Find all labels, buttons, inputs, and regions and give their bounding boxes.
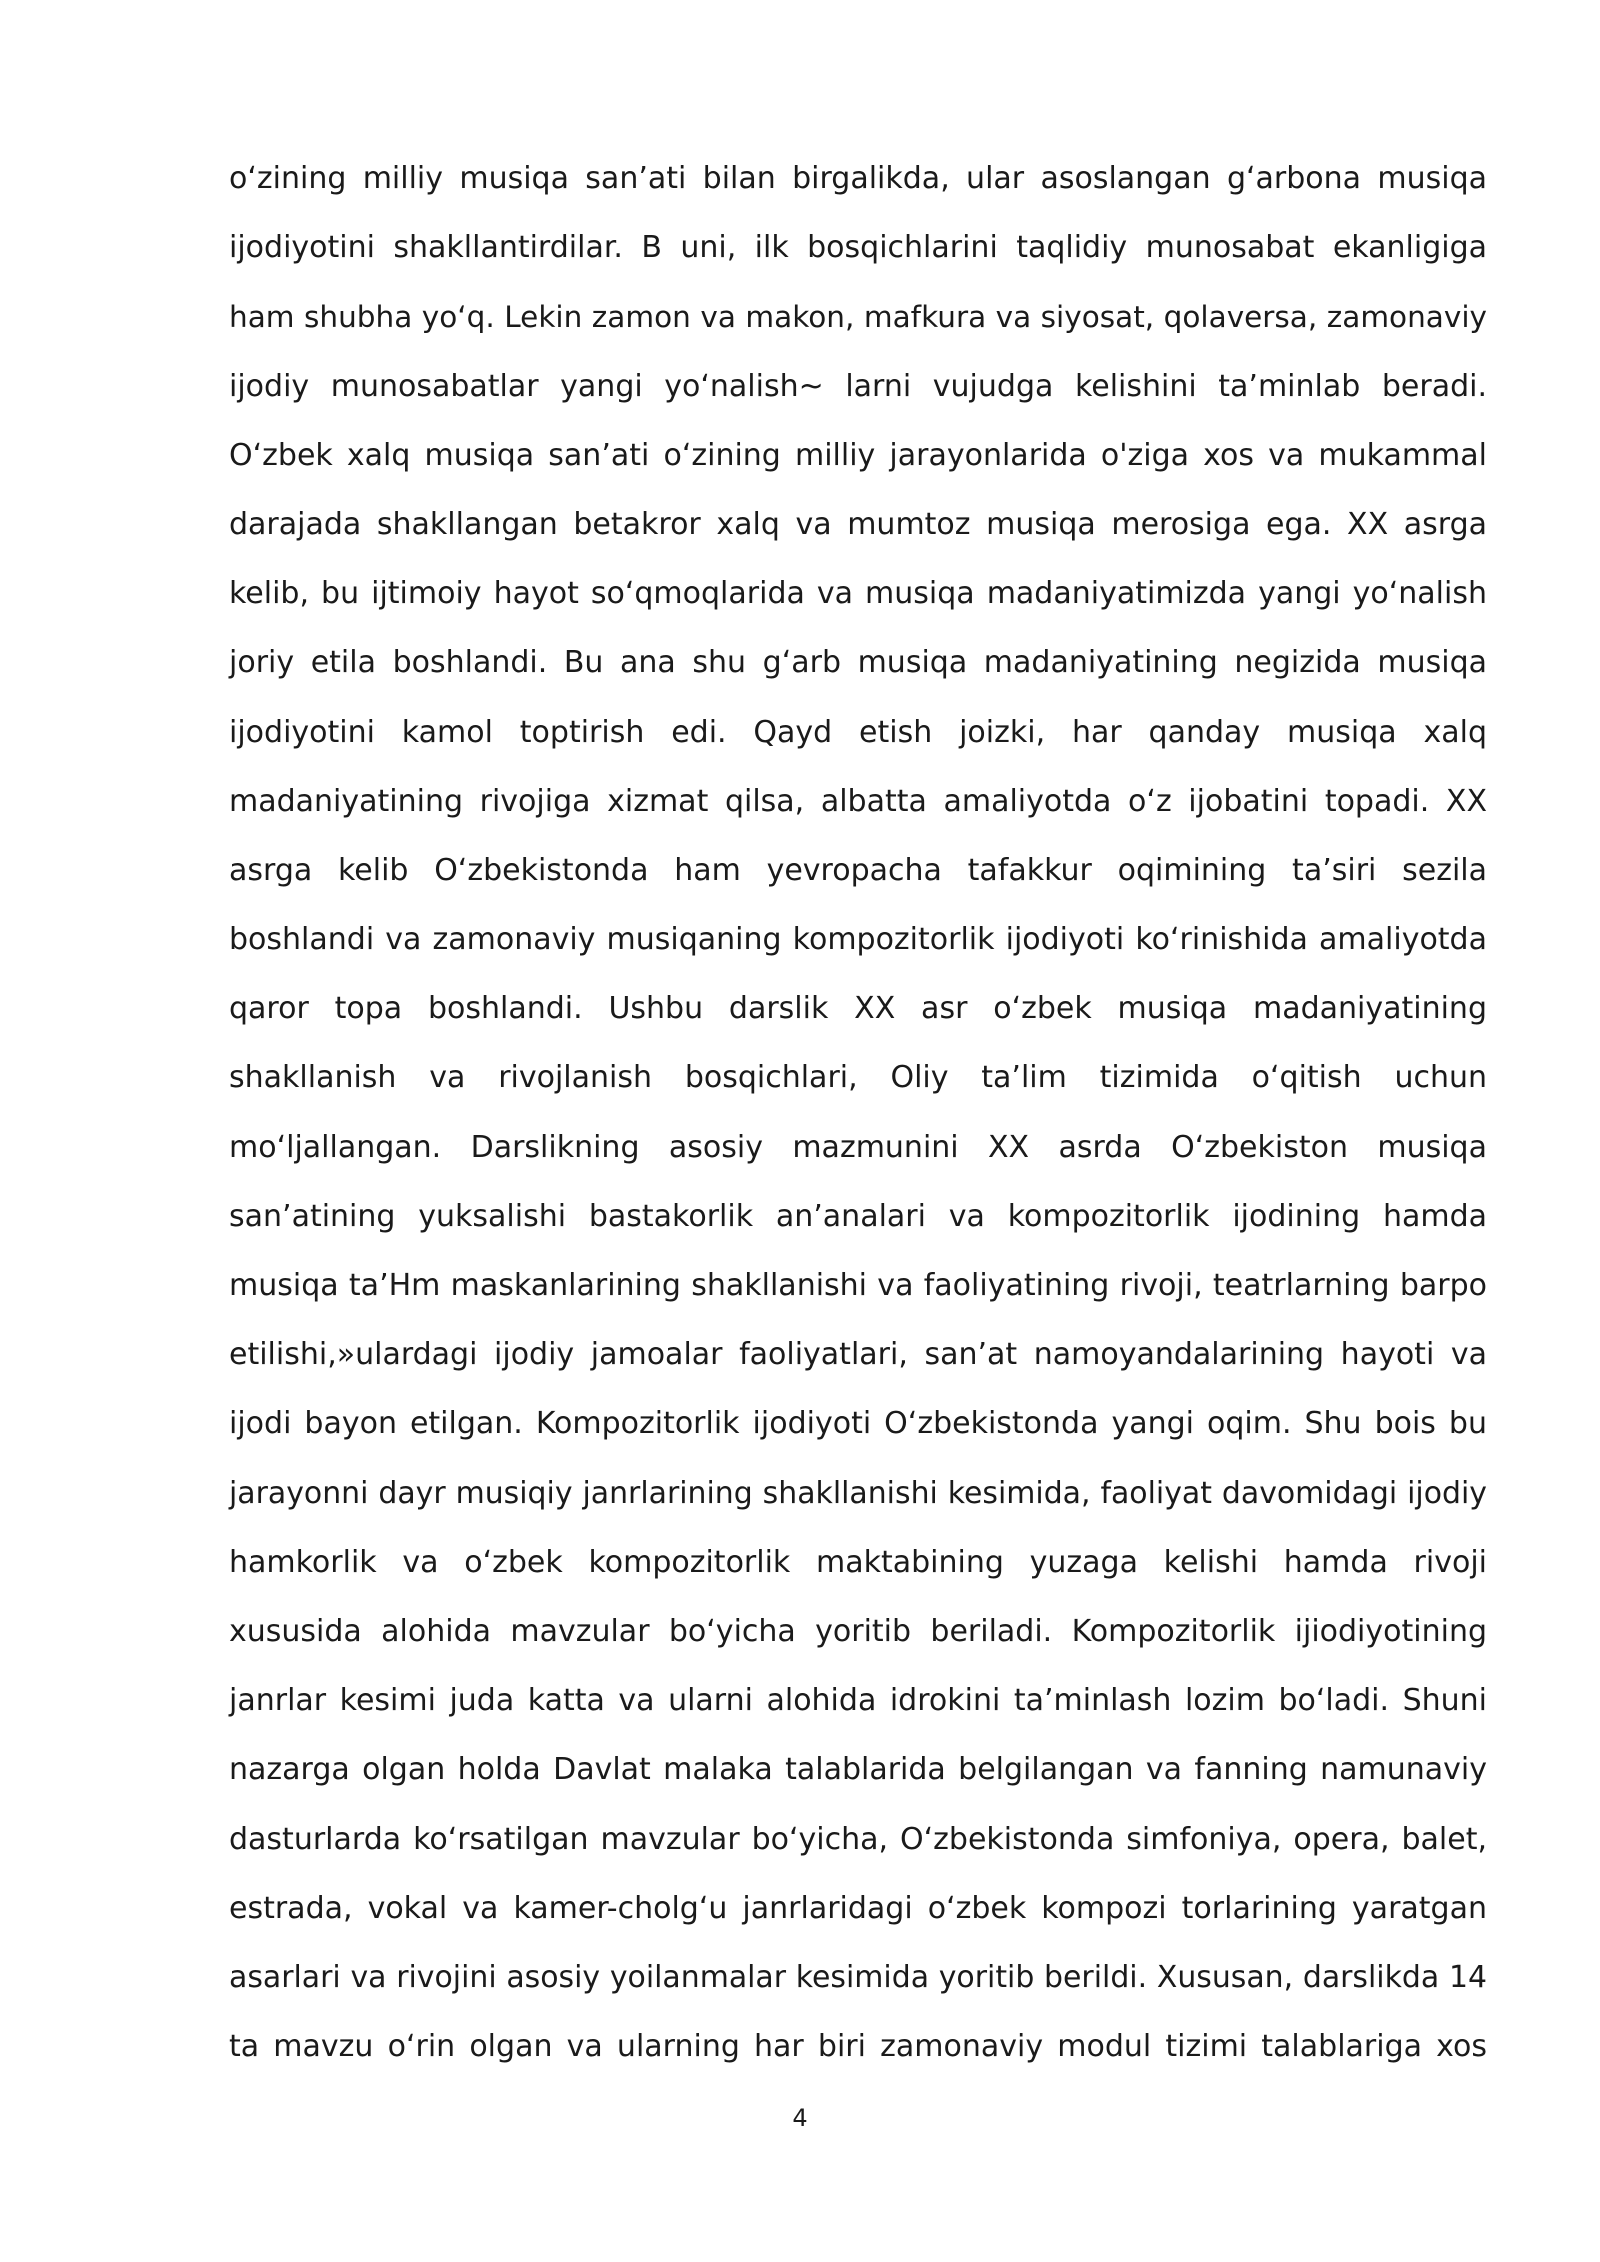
text-line: jarayonni dayr musiqiy janrlarining shakllanishi kesimida, faoliyat davomidagi ijodiy [229, 1475, 1487, 1511]
page-number: 4 [792, 2104, 808, 2132]
text-line: ta mavzu oʻrin olgan va ularning har biri zamonaviy modul tizimi talablariga xos [229, 2029, 1487, 2065]
text-line: Oʻzbek xalq musiqa san’ati oʻzining milliy jarayonlarida o'ziga xos va mukammal [229, 437, 1487, 473]
text-line: janrlar kesimi juda katta va ularni alohida idrokini ta’minlash lozim boʻladi. Shuni [229, 1683, 1487, 1719]
text-line: asrga kelib Oʻzbekistonda ham yevropacha tafakkur oqimining ta’siri sezila [229, 852, 1487, 888]
text-line: moʻljallangan. Darslikning asosiy mazmunini XX asrda Oʻzbekiston musiqa [229, 1129, 1487, 1165]
text-line: san’atining yuksalishi bastakorlik an’analari va kompozitorlik ijodining hamda [229, 1198, 1487, 1234]
text-line: madaniyatining rivojiga xizmat qilsa, albatta amaliyotda oʻz ijobatini topadi. XX [229, 783, 1487, 819]
text-line: estrada, vokal va kamer-cholgʻu janrlaridagi oʻzbek kompozi torlarining yaratgan [229, 1890, 1487, 1926]
text-line: xususida alohida mavzular boʻyicha yoritib beriladi. Kompozitorlik ijiodiyotining [229, 1613, 1487, 1649]
text-line: ham shubha yoʻq. Lekin zamon va makon, mafkura va siyosat, qolaversa, zamonaviy [229, 300, 1487, 335]
text-line: joriy etila boshlandi. Bu ana shu gʻarb musiqa madaniyatining negizida musiqa [229, 645, 1487, 681]
text-line: musiqa ta’Hm maskanlarining shakllanishi va faoliyatining rivoji, teatrlarning barpo [229, 1268, 1487, 1303]
text-line: kelib, bu ijtimoiy hayot soʻqmoqlarida va musiqa madaniyatimizda yangi yoʻnalish [229, 576, 1487, 612]
text-line: ijodiyotini shakllantirdilar. B uni, ilk bosqichlarini taqlidiy munosabat ekanligiga [229, 230, 1487, 266]
text-line: ijodiyotini kamol toptirish edi. Qayd etish joizki, har qanday musiqa xalq [229, 714, 1487, 750]
text-line: ijodiy munosabatlar yangi yoʻnalish~ larni vujudga kelishini ta’minlab beradi. [229, 368, 1487, 404]
text-line: etilishi,»ulardagi ijodiy jamoalar faoliyatlari, san’at namoyandalarining hayoti va [229, 1337, 1487, 1373]
text-line: darajada shakllangan betakror xalq va mumtoz musiqa merosiga ega. XX asrga [229, 506, 1487, 542]
text-line: ijodi bayon etilgan. Kompozitorlik ijodiyoti Oʻzbekistonda yangi oqim. Shu bois bu [229, 1406, 1487, 1442]
text-line: hamkorlik va oʻzbek kompozitorlik maktabining yuzaga kelishi hamda rivoji [229, 1544, 1487, 1580]
text-line: qaror topa boshlandi. Ushbu darslik XX asr oʻzbek musiqa madaniyatining [229, 991, 1487, 1027]
text-line: nazarga olgan holda Davlat malaka talablarida belgilangan va fanning namunaviy [229, 1752, 1487, 1788]
text-line: shakllanish va rivojlanish bosqichlari, Oliy ta’lim tizimida oʻqitish uchun [229, 1060, 1487, 1096]
text-line: asarlari va rivojini asosiy yoilanmalar kesimida yoritib berildi. Xususan, darslikda 14 [229, 1959, 1487, 1995]
text-line: dasturlarda koʻrsatilgan mavzular boʻyicha, Oʻzbekistonda simfoniya, opera, balet, [229, 1821, 1487, 1857]
body-text [229, 148, 1487, 2085]
text-line: boshlandi va zamonaviy musiqaning kompozitorlik ijodiyoti koʻrinishida amaliyotda [229, 922, 1487, 958]
text-line: oʻzining milliy musiqa san’ati bilan birgalikda, ular asoslangan gʻarbona musiqa [229, 161, 1487, 196]
